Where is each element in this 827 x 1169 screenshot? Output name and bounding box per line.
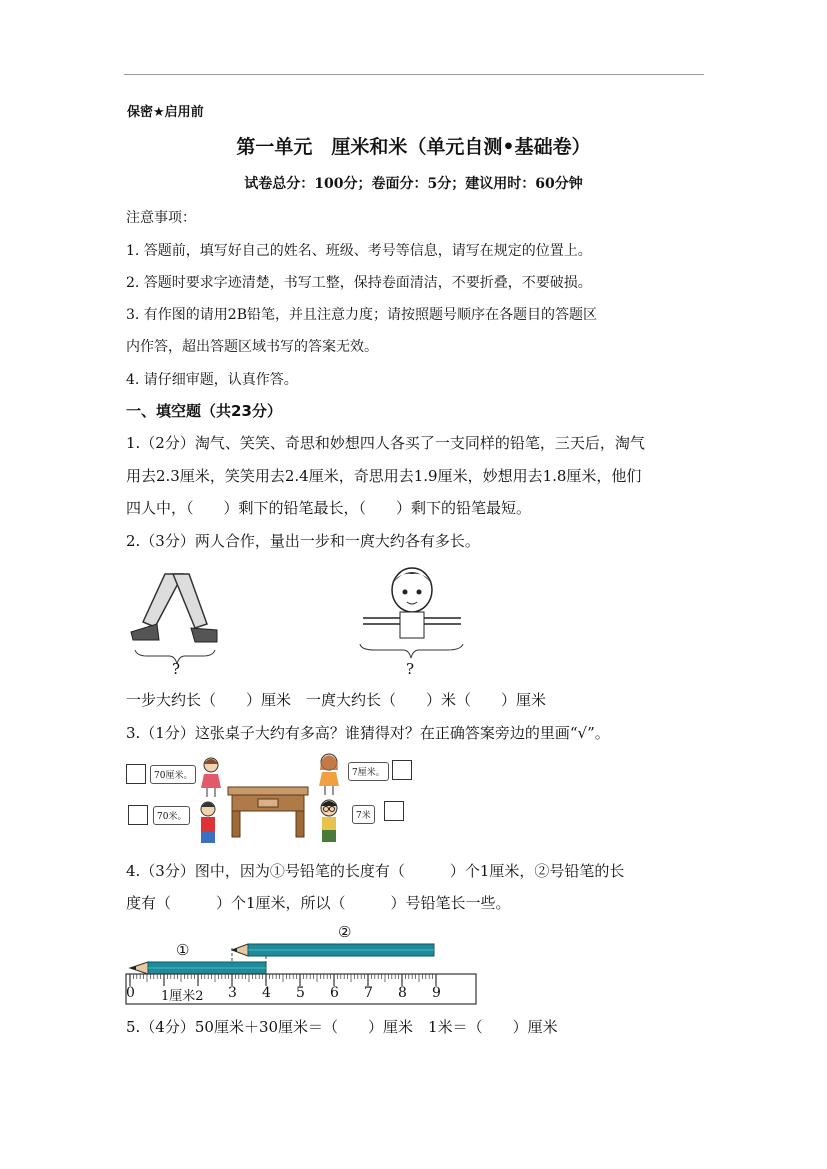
q4-line2: 度有（ ）个1厘米，所以（ ）号铅笔长一些。 [126, 894, 511, 912]
arm-span-illustration [355, 562, 470, 662]
q4-line1: 4.（3分）图中，因为①号铅笔的长度有（ ）个1厘米，②号铅笔的长 [126, 862, 625, 880]
note-3: 3. 有作图的请用2B铅笔，并且注意力度；请按照题号顺序在各题目的答题区 [126, 307, 598, 323]
ruler-label-3: 3 [228, 985, 237, 1001]
note-2: 2. 答题时要求字迹清楚，书写工整，保持卷面清洁，不要折叠，不要破损。 [126, 275, 592, 291]
note-1: 1. 答题前，填写好自己的姓名、班级、考号等信息，请写在规定的位置上。 [126, 243, 592, 259]
ruler-label-5: 5 [296, 985, 305, 1001]
q5-text: 5.（4分）50厘米＋30厘米＝（ ）厘米 1米＝（ ）厘米 [126, 1018, 558, 1036]
q1-line1: 1.（2分）淘气、笑笑、奇思和妙想四人各买了一支同样的铅笔，三天后，淘气 [126, 434, 645, 452]
q1-line2: 用去2.3厘米，笑笑用去2.4厘米，奇思用去1.9厘米，妙想用去1.8厘米，他们 [126, 467, 642, 485]
header-rule [124, 74, 704, 75]
note-3-cont: 内作答，超出答题区域书写的答案无效。 [126, 339, 378, 355]
speech-bubble-70cm: 70厘米。 [150, 765, 196, 784]
section-heading: 一、填空题（共23分） [126, 402, 282, 420]
notes-heading: 注意事项： [126, 210, 196, 226]
answer-box-70cm[interactable] [126, 764, 146, 784]
answer-box-7m[interactable] [384, 801, 404, 821]
desk-illustration [226, 781, 310, 839]
answer-box-70m[interactable] [128, 805, 148, 825]
speech-bubble-7cm: 7厘米。 [348, 762, 389, 781]
step-question-mark: ? [172, 660, 181, 678]
ruler-label-1-2: 1厘米2 [161, 989, 204, 1004]
ruler-label-8: 8 [398, 985, 407, 1001]
arm-span-question-mark: ? [406, 660, 415, 678]
ruler-label-6: 6 [330, 985, 339, 1001]
speech-bubble-70m: 70米。 [153, 806, 190, 825]
ruler-label-7: 7 [364, 985, 373, 1001]
speech-bubble-7m: 7米 [352, 805, 375, 824]
note-4: 4. 请仔细审题，认真作答。 [126, 372, 298, 388]
ruler-label-9: 9 [432, 985, 441, 1001]
pencil-2 [232, 944, 434, 956]
ruler-label-4: 4 [262, 985, 271, 1001]
confidential-label: 保密★启用前 [127, 105, 204, 120]
girl-figure-2-icon [316, 752, 342, 796]
exam-info: 试卷总分：100分；卷面分：5分；建议用时：60分钟 [244, 176, 583, 192]
pencil-2-label: ② [338, 923, 352, 941]
answer-box-7cm[interactable] [392, 760, 412, 780]
boy-glasses-figure-icon [316, 798, 342, 844]
q2-answer-line: 一步大约长（ ）厘米 一庹大约长（ ）米（ ）厘米 [126, 691, 547, 709]
q1-line3: 四人中，（ ）剩下的铅笔最长，（ ）剩下的铅笔最短。 [126, 499, 532, 517]
pencil-1 [130, 962, 266, 974]
girl-figure-icon [198, 756, 224, 798]
page-title: 第一单元 厘米和米（单元自测•基础卷） [236, 136, 591, 158]
q2-text: 2.（3分）两人合作，量出一步和一庹大约各有多长。 [126, 532, 480, 550]
ruler-label-0: 0 [126, 985, 135, 1001]
boy-figure-icon [196, 800, 220, 846]
q3-text: 3.（1分）这张桌子大约有多高？谁猜得对？在正确答案旁边的里画“√”。 [126, 724, 610, 742]
pencil-1-label: ① [176, 941, 190, 959]
